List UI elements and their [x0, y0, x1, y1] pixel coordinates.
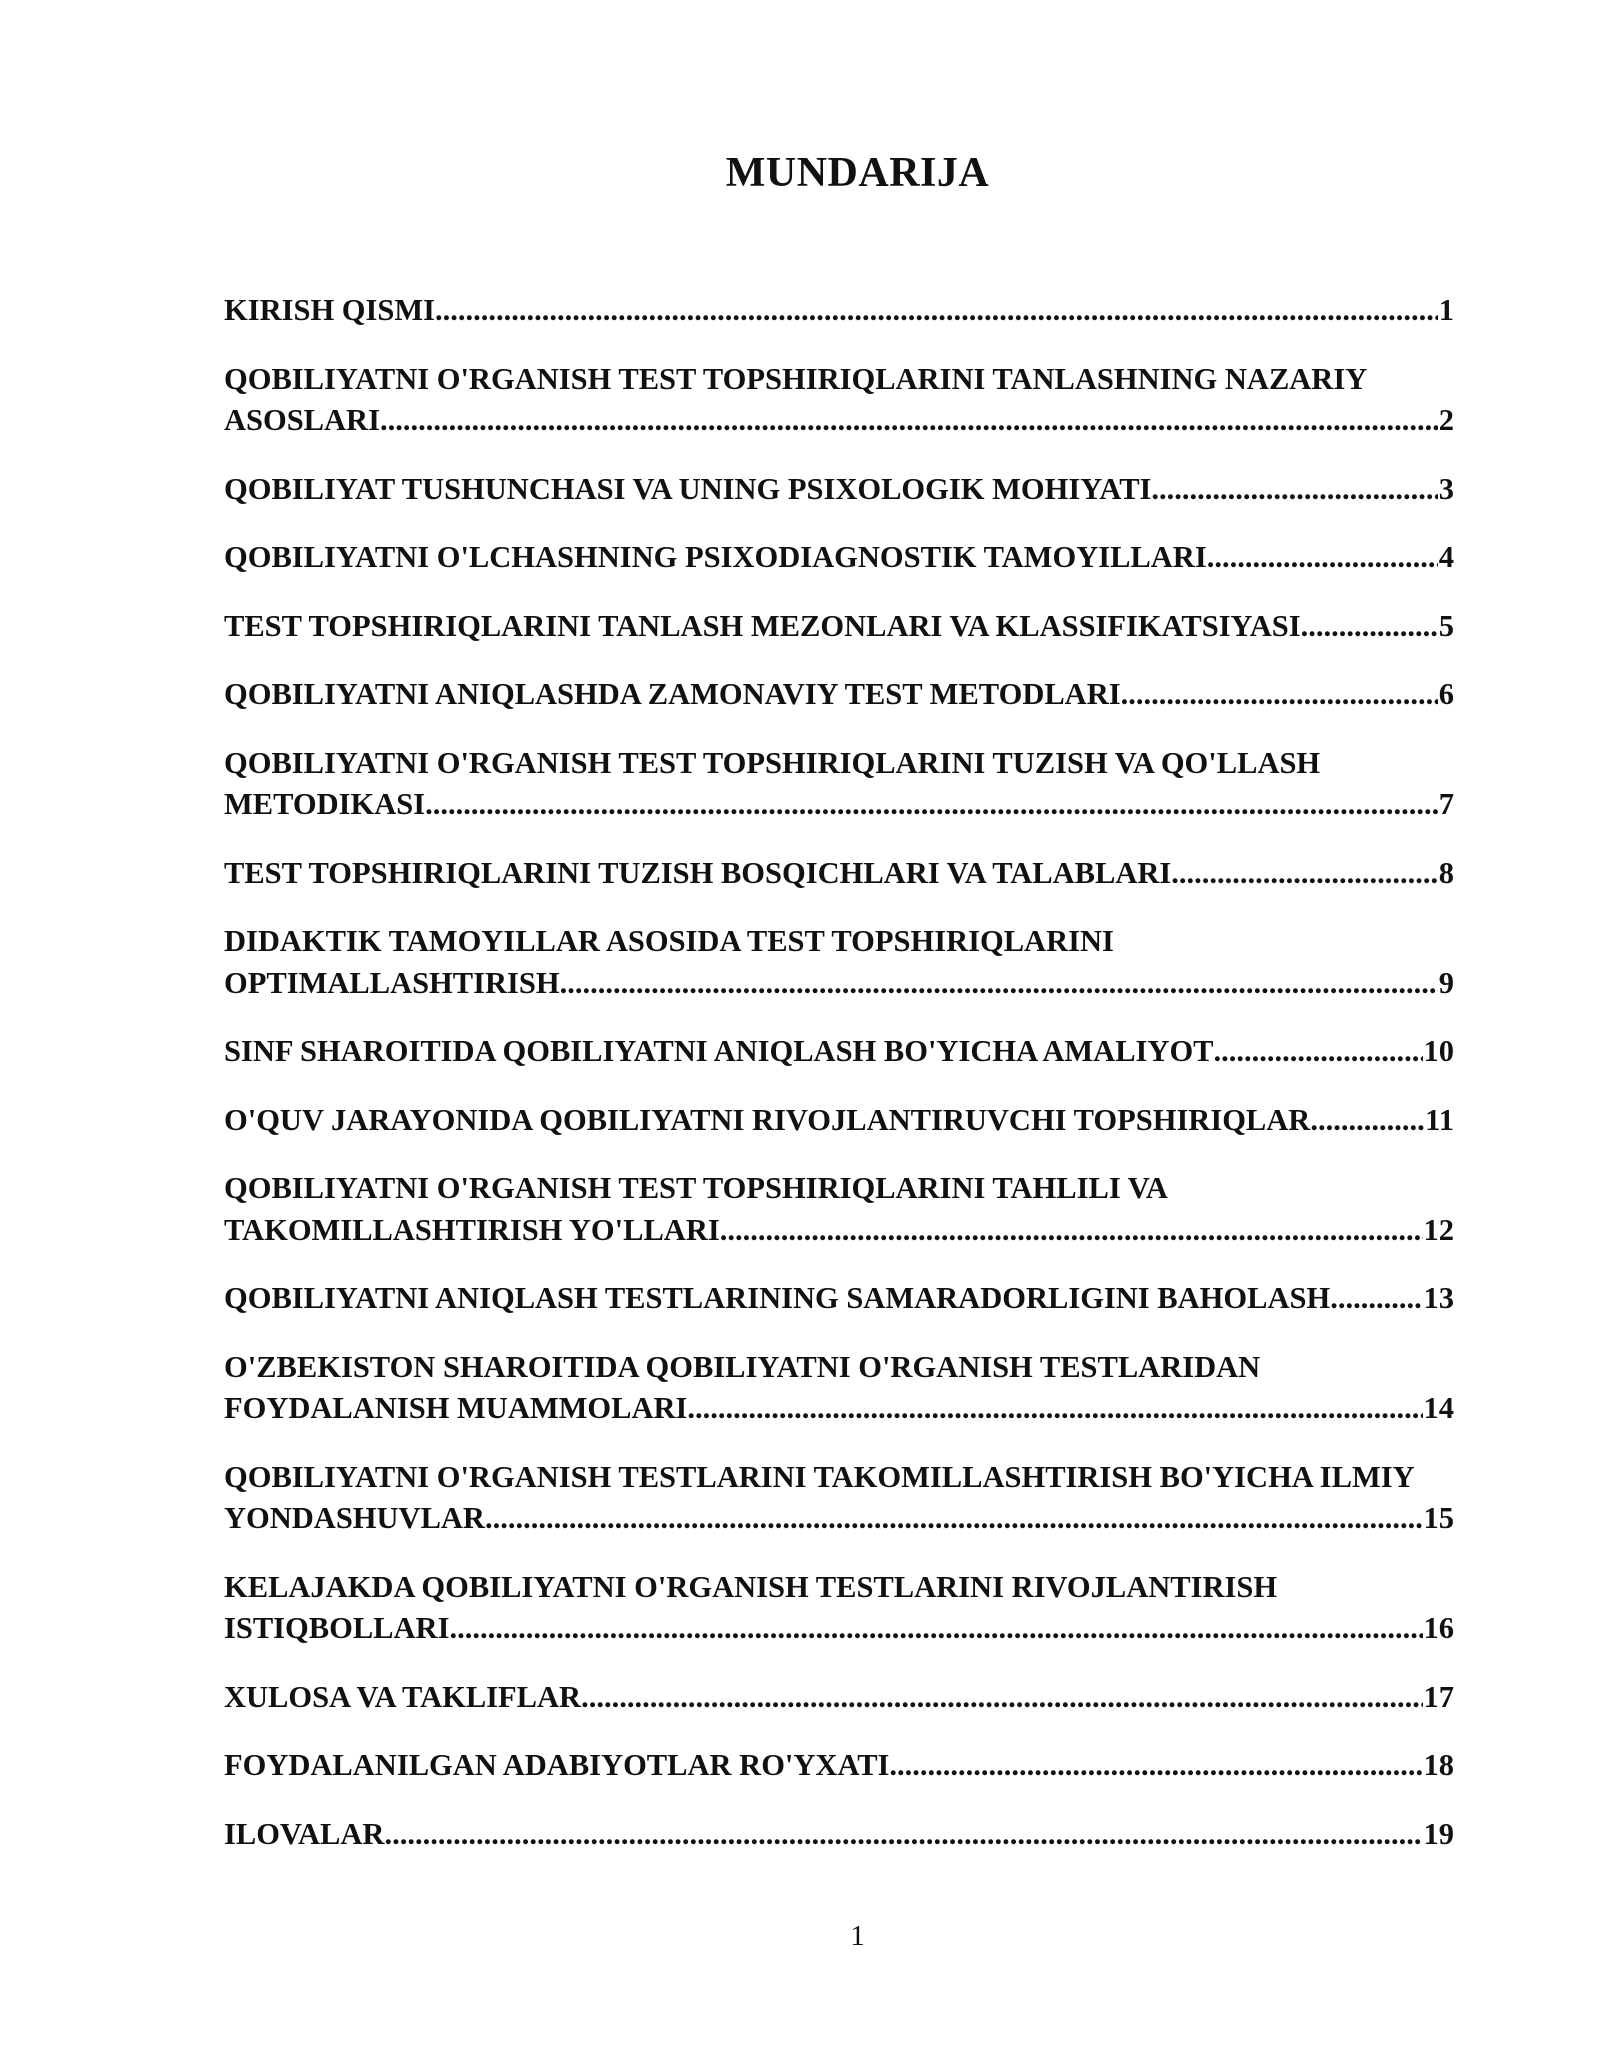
toc-page-number: 9 [1438, 965, 1454, 1000]
toc-entry-title-line: KELAJAKDA QOBILIYATNI O'RGANISH TESTLARINI RIVOJLANTIRISH [224, 1569, 1278, 1604]
toc-entry-title: ISTIQBOLLARI [224, 1611, 450, 1645]
toc-entry-line [224, 1677, 1454, 1719]
toc-dot-leader [435, 290, 1438, 332]
toc-entry-line [224, 1814, 1454, 1856]
toc-entry[interactable] [224, 1278, 1454, 1320]
toc-entry-title-line: DIDAKTIK TAMOYILLAR ASOSIDA TEST TOPSHIRIQLARINI [224, 924, 1114, 958]
toc-entry-title: QOBILIYATNI ANIQLASH TESTLARINING SAMARADORLIGINI BAHOLASH [224, 1281, 1331, 1315]
toc-entry-line [224, 469, 1454, 511]
toc-dot-leader [1214, 1031, 1423, 1073]
toc-entry-title: TAKOMILLASHTIRISH YO'LLARI [224, 1212, 720, 1247]
toc-entry-title-line: QOBILIYATNI O'RGANISH TEST TOPSHIRIQLARINI TANLASHNING NAZARIY [224, 361, 1368, 396]
toc-page-number: 6 [1438, 677, 1454, 711]
toc-entry-line [224, 853, 1454, 895]
toc-entry[interactable] [224, 1677, 1454, 1719]
toc-dot-leader [889, 1745, 1422, 1787]
toc-entry-title: TEST TOPSHIRIQLARINI TUZISH BOSQICHLARI VA TALABLARI [224, 855, 1172, 890]
toc-dot-leader [425, 784, 1438, 826]
toc-dot-leader [1171, 853, 1437, 895]
toc-dot-leader [720, 1210, 1423, 1252]
toc-entry-line [224, 784, 1454, 826]
toc-entry[interactable] [224, 1745, 1454, 1787]
toc-entry-line [224, 1210, 1454, 1252]
toc-entry[interactable] [224, 1567, 1454, 1650]
table-of-contents [224, 290, 1454, 1882]
toc-dot-leader [687, 1388, 1422, 1430]
toc-dot-leader [384, 1814, 1422, 1856]
toc-page-number: 3 [1438, 471, 1454, 506]
toc-page-number: 15 [1423, 1501, 1454, 1535]
toc-page-number: 2 [1438, 403, 1454, 437]
toc-entry-line [224, 674, 1454, 716]
toc-dot-leader [1207, 537, 1438, 579]
toc-entry[interactable] [224, 674, 1454, 716]
toc-page-number: 10 [1423, 1034, 1454, 1068]
toc-dot-leader [449, 1608, 1422, 1650]
toc-entry-title: O'QUV JARAYONIDA QOBILIYATNI RIVOJLANTIRUVCHI TOPSHIRIQLAR [224, 1102, 1311, 1137]
toc-page-number: 7 [1438, 787, 1454, 821]
toc-entry[interactable] [224, 1814, 1454, 1856]
page-number: 1 [850, 1920, 865, 1952]
toc-entry[interactable] [224, 1457, 1454, 1540]
toc-page-number: 17 [1423, 1679, 1454, 1714]
toc-page-number: 12 [1423, 1212, 1454, 1247]
toc-entry[interactable] [224, 853, 1454, 895]
toc-dot-leader [380, 400, 1438, 442]
toc-entry-line [224, 1608, 1454, 1650]
toc-entry-title: QOBILIYATNI ANIQLASHDA ZAMONAVIY TEST METODLARI [224, 677, 1121, 711]
toc-page-number: 5 [1438, 608, 1454, 643]
toc-entry-title: YONDASHUVLAR [224, 1501, 485, 1535]
toc-page-number: 14 [1423, 1391, 1454, 1425]
toc-entry-title: FOYDALANILGAN ADABIYOTLAR RO'YXATI [224, 1748, 890, 1782]
toc-entry-line [224, 537, 1454, 579]
toc-entry-title-line: QOBILIYATNI O'RGANISH TEST TOPSHIRIQLARINI TAHLILI VA [224, 1171, 1168, 1205]
toc-entry-line [224, 1745, 1454, 1787]
toc-entry-line [224, 400, 1454, 442]
toc-entry-line [224, 1278, 1454, 1320]
toc-entry-title: XULOSA VA TAKLIFLAR [224, 1679, 582, 1714]
toc-entry-title: QOBILIYAT TUSHUNCHASI VA UNING PSIXOLOGIK MOHIYATI [224, 471, 1152, 506]
toc-entry[interactable] [224, 1168, 1454, 1251]
toc-entry[interactable] [224, 1100, 1454, 1142]
toc-page-number: 4 [1438, 540, 1454, 574]
toc-entry[interactable] [224, 1031, 1454, 1073]
toc-entry[interactable] [224, 290, 1454, 332]
toc-entry[interactable] [224, 469, 1454, 511]
toc-entry-title: METODIKASI [224, 787, 426, 821]
toc-entry-title: TEST TOPSHIRIQLARINI TANLASH MEZONLARI VA KLASSIFIKATSIYASI [224, 608, 1301, 643]
toc-entry-title-line: QOBILIYATNI O'RGANISH TESTLARINI TAKOMILLASHTIRISH BO'YICHA ILMIY [224, 1459, 1415, 1494]
toc-entry[interactable] [224, 606, 1454, 648]
toc-entry-line [224, 1031, 1454, 1073]
toc-entry[interactable] [224, 537, 1454, 579]
toc-dot-leader [1310, 1100, 1424, 1142]
toc-entry-title: QOBILIYATNI O'LCHASHNING PSIXODIAGNOSTIK TAMOYILLARI [224, 540, 1207, 574]
toc-dot-leader [560, 963, 1438, 1005]
toc-entry[interactable] [224, 359, 1454, 442]
toc-entry-title: KIRISH QISMI [224, 293, 436, 327]
toc-entry[interactable] [224, 921, 1454, 1004]
toc-entry-title-line: QOBILIYATNI O'RGANISH TEST TOPSHIRIQLARINI TUZISH VA QO'LLASH [224, 745, 1321, 780]
toc-entry-line [224, 606, 1454, 648]
toc-entry[interactable] [224, 1347, 1454, 1430]
toc-dot-leader [581, 1677, 1422, 1719]
toc-entry-title-line: O'ZBEKISTON SHAROITIDA QOBILIYATNI O'RGANISH TESTLARIDAN [224, 1349, 1261, 1384]
toc-dot-leader [1151, 469, 1437, 511]
toc-entry-title: ASOSLARI [224, 403, 380, 437]
toc-dot-leader [1121, 674, 1438, 716]
toc-entry-title: FOYDALANISH MUAMMOLARI [224, 1391, 688, 1425]
toc-entry-title: ILOVALAR [224, 1816, 385, 1851]
page-title: MUNDARIJA [725, 150, 990, 196]
toc-page-number: 13 [1423, 1281, 1454, 1315]
toc-entry-title: OPTIMALLASHTIRISH [224, 965, 560, 1000]
toc-dot-leader [485, 1498, 1423, 1540]
toc-entry[interactable] [224, 743, 1454, 826]
toc-entry-line [224, 1100, 1454, 1142]
toc-page-number: 1 [1438, 293, 1454, 327]
toc-page-number: 18 [1423, 1748, 1454, 1782]
toc-dot-leader [1301, 606, 1438, 648]
toc-page-number: 16 [1423, 1611, 1454, 1645]
toc-entry-title: SINF SHAROITIDA QOBILIYATNI ANIQLASH BO'YICHA AMALIYOT [224, 1034, 1214, 1068]
toc-page-number: 8 [1438, 855, 1454, 890]
toc-entry-line [224, 1498, 1454, 1540]
toc-dot-leader [1330, 1278, 1422, 1320]
toc-entry-line [224, 290, 1454, 332]
toc-entry-line [224, 963, 1454, 1005]
toc-page-number: 19 [1423, 1816, 1454, 1851]
toc-entry-line [224, 1388, 1454, 1430]
toc-page-number: 11 [1425, 1102, 1454, 1137]
